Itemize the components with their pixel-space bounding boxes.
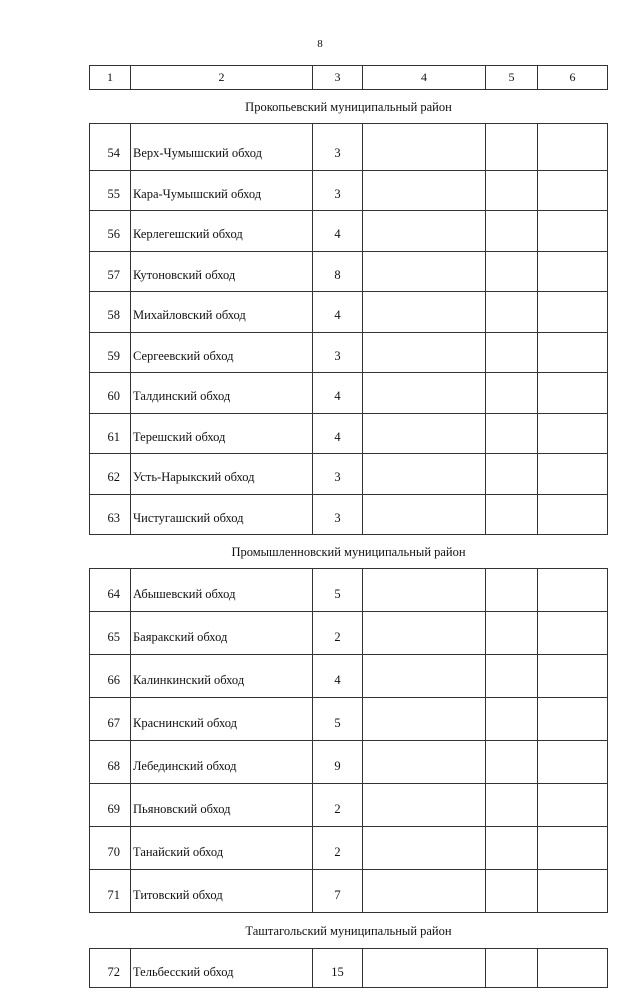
table-row bbox=[90, 569, 608, 612]
empty-cell bbox=[363, 612, 486, 655]
row-name: Талдинский обход bbox=[131, 373, 313, 414]
row-name: Михайловский обход bbox=[131, 292, 313, 333]
row-count: 4 bbox=[313, 211, 363, 252]
empty-cell bbox=[538, 413, 608, 454]
row-name: Кутоновский обход bbox=[131, 251, 313, 292]
empty-cell bbox=[538, 741, 608, 784]
table-row bbox=[90, 741, 608, 784]
table-row bbox=[90, 373, 608, 414]
row-count: 3 bbox=[313, 170, 363, 211]
empty-cell bbox=[538, 698, 608, 741]
row-name: Баяракский обход bbox=[131, 612, 313, 655]
empty-cell bbox=[363, 949, 486, 988]
table-row bbox=[90, 698, 608, 741]
row-number: 62 bbox=[90, 454, 131, 495]
table-row bbox=[90, 612, 608, 655]
empty-cell bbox=[486, 170, 538, 211]
section-row bbox=[90, 913, 608, 949]
row-number: 64 bbox=[90, 569, 131, 612]
empty-cell bbox=[363, 784, 486, 827]
column-header: 6 bbox=[538, 66, 608, 90]
row-name: Керлегешский обход bbox=[131, 211, 313, 252]
empty-cell bbox=[363, 655, 486, 698]
empty-cell bbox=[538, 454, 608, 495]
table-row bbox=[90, 454, 608, 495]
empty-cell bbox=[363, 332, 486, 373]
row-count: 2 bbox=[313, 827, 363, 870]
table-row bbox=[90, 170, 608, 211]
row-name: Кара-Чумышский обход bbox=[131, 170, 313, 211]
empty-cell bbox=[538, 784, 608, 827]
empty-cell bbox=[538, 332, 608, 373]
column-header: 1 bbox=[90, 66, 131, 90]
row-number: 69 bbox=[90, 784, 131, 827]
row-name: Лебединский обход bbox=[131, 741, 313, 784]
column-header: 2 bbox=[131, 66, 313, 90]
row-number: 59 bbox=[90, 332, 131, 373]
empty-cell bbox=[486, 251, 538, 292]
row-count: 5 bbox=[313, 698, 363, 741]
row-name: Танайский обход bbox=[131, 827, 313, 870]
table-row bbox=[90, 655, 608, 698]
section-row bbox=[90, 535, 608, 569]
empty-cell bbox=[538, 292, 608, 333]
empty-cell bbox=[363, 494, 486, 535]
row-count: 4 bbox=[313, 292, 363, 333]
empty-cell bbox=[363, 454, 486, 495]
row-name: Терешский обход bbox=[131, 413, 313, 454]
header-row bbox=[90, 66, 608, 90]
row-count: 3 bbox=[313, 494, 363, 535]
row-number: 65 bbox=[90, 612, 131, 655]
table-row bbox=[90, 332, 608, 373]
empty-cell bbox=[363, 251, 486, 292]
row-name: Тельбесский обход bbox=[131, 949, 313, 988]
empty-cell bbox=[486, 373, 538, 414]
empty-cell bbox=[538, 211, 608, 252]
empty-cell bbox=[486, 332, 538, 373]
row-count: 4 bbox=[313, 413, 363, 454]
row-name: Титовский обход bbox=[131, 870, 313, 913]
row-number: 55 bbox=[90, 170, 131, 211]
empty-cell bbox=[486, 292, 538, 333]
empty-cell bbox=[538, 170, 608, 211]
empty-cell bbox=[486, 784, 538, 827]
empty-cell bbox=[363, 827, 486, 870]
row-number: 66 bbox=[90, 655, 131, 698]
row-number: 72 bbox=[90, 949, 131, 988]
empty-cell bbox=[486, 698, 538, 741]
table-row bbox=[90, 494, 608, 535]
page-number: 8 bbox=[317, 38, 323, 50]
row-name: Сергеевский обход bbox=[131, 332, 313, 373]
row-count: 5 bbox=[313, 569, 363, 612]
row-name: Чистугашский обход bbox=[131, 494, 313, 535]
empty-cell bbox=[363, 870, 486, 913]
row-count: 2 bbox=[313, 612, 363, 655]
empty-cell bbox=[363, 292, 486, 333]
row-count: 15 bbox=[313, 949, 363, 988]
row-number: 56 bbox=[90, 211, 131, 252]
row-number: 70 bbox=[90, 827, 131, 870]
empty-cell bbox=[538, 494, 608, 535]
empty-cell bbox=[538, 827, 608, 870]
row-number: 68 bbox=[90, 741, 131, 784]
empty-cell bbox=[486, 569, 538, 612]
row-count: 2 bbox=[313, 784, 363, 827]
section-row bbox=[90, 90, 608, 124]
row-number: 67 bbox=[90, 698, 131, 741]
row-count: 7 bbox=[313, 870, 363, 913]
row-number: 57 bbox=[90, 251, 131, 292]
row-number: 63 bbox=[90, 494, 131, 535]
table-row bbox=[90, 413, 608, 454]
table-row bbox=[90, 292, 608, 333]
empty-cell bbox=[538, 612, 608, 655]
section-title: Прокопьевский муниципальный район bbox=[90, 90, 608, 124]
row-name: Пьяновский обход bbox=[131, 784, 313, 827]
table-row bbox=[90, 949, 608, 988]
row-number: 58 bbox=[90, 292, 131, 333]
empty-cell bbox=[538, 124, 608, 171]
empty-cell bbox=[538, 949, 608, 988]
empty-cell bbox=[538, 569, 608, 612]
column-header: 4 bbox=[363, 66, 486, 90]
row-number: 71 bbox=[90, 870, 131, 913]
empty-cell bbox=[363, 698, 486, 741]
row-count: 4 bbox=[313, 373, 363, 414]
row-count: 3 bbox=[313, 332, 363, 373]
empty-cell bbox=[538, 870, 608, 913]
empty-cell bbox=[538, 655, 608, 698]
row-count: 3 bbox=[313, 124, 363, 171]
empty-cell bbox=[486, 655, 538, 698]
empty-cell bbox=[486, 413, 538, 454]
column-header: 5 bbox=[486, 66, 538, 90]
empty-cell bbox=[363, 413, 486, 454]
empty-cell bbox=[486, 494, 538, 535]
empty-cell bbox=[486, 124, 538, 171]
column-header: 3 bbox=[313, 66, 363, 90]
row-name: Усть-Нарыкский обход bbox=[131, 454, 313, 495]
empty-cell bbox=[486, 612, 538, 655]
table-row bbox=[90, 251, 608, 292]
empty-cell bbox=[538, 373, 608, 414]
table-row bbox=[90, 827, 608, 870]
table-row bbox=[90, 211, 608, 252]
row-name: Калинкинский обход bbox=[131, 655, 313, 698]
empty-cell bbox=[486, 949, 538, 988]
row-number: 61 bbox=[90, 413, 131, 454]
table-row bbox=[90, 784, 608, 827]
table-row bbox=[90, 870, 608, 913]
row-count: 9 bbox=[313, 741, 363, 784]
empty-cell bbox=[486, 827, 538, 870]
empty-cell bbox=[363, 373, 486, 414]
row-name: Верх-Чумышский обход bbox=[131, 124, 313, 171]
section-title: Промышленновский муниципальный район bbox=[90, 535, 608, 569]
section-title: Таштагольский муниципальный район bbox=[90, 913, 608, 949]
empty-cell bbox=[363, 211, 486, 252]
row-number: 54 bbox=[90, 124, 131, 171]
row-number: 60 bbox=[90, 373, 131, 414]
row-name: Абышевский обход bbox=[131, 569, 313, 612]
empty-cell bbox=[363, 170, 486, 211]
row-count: 3 bbox=[313, 454, 363, 495]
row-count: 8 bbox=[313, 251, 363, 292]
empty-cell bbox=[363, 741, 486, 784]
empty-cell bbox=[486, 741, 538, 784]
table-row bbox=[90, 124, 608, 171]
empty-cell bbox=[486, 454, 538, 495]
row-name: Краснинский обход bbox=[131, 698, 313, 741]
data-table bbox=[89, 65, 608, 988]
empty-cell bbox=[363, 569, 486, 612]
empty-cell bbox=[486, 870, 538, 913]
empty-cell bbox=[538, 251, 608, 292]
empty-cell bbox=[363, 124, 486, 171]
empty-cell bbox=[486, 211, 538, 252]
row-count: 4 bbox=[313, 655, 363, 698]
